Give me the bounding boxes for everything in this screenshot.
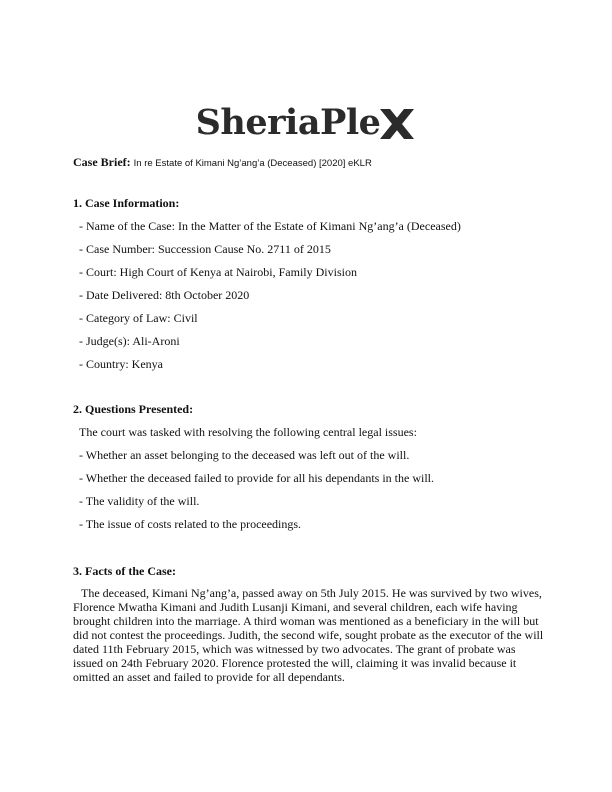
case-info-item: - Court: High Court of Kenya at Nairobi, Family Division — [79, 265, 357, 279]
section-heading-facts: 3. Facts of the Case: — [73, 564, 176, 578]
case-info-item: - Judge(s): Ali-Aroni — [79, 334, 180, 348]
case-brief-title: In re Estate of Kimani Ng’ang’a (Deceased) [2020] eKLR — [133, 158, 372, 169]
logo-text: SheriaPle — [195, 101, 381, 143]
question-item: - Whether an asset belonging to the deceased was left out of the will. — [79, 448, 410, 462]
facts-paragraph: The deceased, Kimani Ng’ang’a, passed away on 5th July 2015. He was survived by two wives, Florence Mwatha Kimani and Judith Lusanji Kimani, and several children, each wife having brought children into the marriage. A third woman was mentioned as a beneficiary in the will but did not contest the proceedings. Judith, the second wife, sought probate as the executor of the will dated 11th February 2015, which was witnessed by two advocates. The grant of probate was issued on 24th February 2020. Florence protested the will, claiming it was invalid because it omitted an asset and failed to provide for all dependants. — [73, 586, 544, 684]
question-item: - The issue of costs related to the proceedings. — [79, 517, 302, 531]
case-brief-line — [73, 155, 372, 170]
case-brief-label: Case Brief: — [73, 155, 131, 169]
section-heading-case-information: 1. Case Information: — [73, 196, 180, 210]
case-info-item: - Date Delivered: 8th October 2020 — [79, 288, 250, 302]
case-info-item: - Country: Kenya — [79, 357, 163, 371]
case-info-item: - Name of the Case: In the Matter of the Estate of Kimani Ng’ang’a (Deceased) — [79, 219, 461, 233]
section-heading-questions-presented: 2. Questions Presented: — [73, 402, 194, 416]
questions-intro: The court was tasked with resolving the following central legal issues: — [79, 425, 417, 439]
question-item: - Whether the deceased failed to provide for all his dependants in the will. — [79, 471, 434, 485]
case-info-item: - Case Number: Succession Cause No. 2711 of 2015 — [79, 242, 331, 256]
case-info-item: - Category of Law: Civil — [79, 311, 198, 325]
question-item: - The validity of the will. — [79, 494, 200, 508]
sheriaplex-logo — [0, 100, 612, 144]
x-mark-icon — [378, 107, 416, 141]
